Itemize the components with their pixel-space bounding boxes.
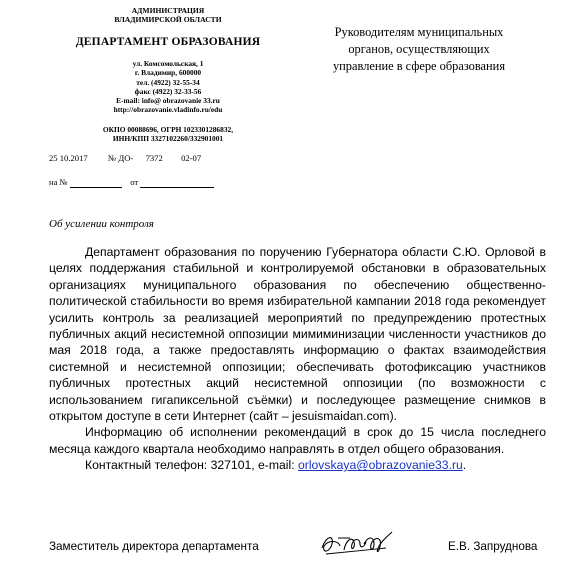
subject-line: Об усилении контроля (49, 218, 154, 230)
recipient-block (300, 24, 538, 75)
signature-scribble (316, 526, 398, 560)
department-name: ДЕПАРТАМЕНТ ОБРАЗОВАНИЯ (75, 36, 261, 48)
admin-line: АДМИНИСТРАЦИЯ (131, 6, 205, 15)
address-phone: тел. (4922) 32-55-34 (136, 77, 200, 87)
incoming-reference (49, 177, 214, 188)
region-line: ВЛАДИМИРСКОЙ ОБЛАСТИ (114, 15, 222, 24)
address-website: http://obrazovanie.vladinfo.ru/edu (113, 105, 223, 115)
ot-label: от (130, 177, 139, 187)
address-fax: факс (4922) 32-33-56 (134, 86, 202, 96)
contact-line (49, 457, 546, 473)
ot-blank-line (140, 177, 214, 188)
na-label: на № (49, 177, 68, 187)
address-city: г. Владимир, 600000 (134, 68, 202, 78)
na-blank-line (70, 177, 122, 188)
department-codes (60, 125, 276, 144)
signatory-position: Заместитель директора департамента (49, 540, 259, 553)
contact-suffix: . (462, 458, 467, 473)
administration-title (90, 6, 246, 24)
inn-kpp: ИНН/КПП 3327102260/332901001 (112, 134, 224, 144)
recipient-line: управление в сфере образования (332, 59, 506, 73)
letter-number: 7372 (145, 153, 163, 163)
okpo-ogrn: ОКПО 00088696, ОГРН 1023301286832, (102, 125, 234, 134)
contact-email-link[interactable]: orlovskaya@obrazovanie33.ru (297, 458, 463, 473)
address-email: E-mail: info@ obrazovanie 33.ru (116, 96, 220, 106)
letter-date: 25 10.2017 (49, 153, 88, 163)
recipient-line: органов, осуществляющих (348, 42, 490, 56)
handwritten-signature (316, 526, 398, 560)
address-street: ул. Комсомольская, 1 (132, 59, 204, 68)
body-paragraph-1: Департамент образования по поручению Губернатора области С.Ю. Орловой в целях поддержания стабильной и контролируемой обстановки в образовательных организациях муниципального образования по обеспечению общественно-политической стабильности во время избирательной кампании 2018 года рекомендует усилить контроль за реализацией мероприятий по предупреждению протестных публичных акций несистемной оппозиции мимиминизации численности участников до мая 2018 года, а также предоставлять информацию о фактах взаимодействия системной и несистемной оппозиции; обеспечивать фотофиксацию участников публичных протестных акций несистемной оппозиции (по возможности с использованием гигапиксельной съёмки) и последующее размещение снимков в открытом доступе в сети Интернет (сайт – jesuismaidan.com). (49, 245, 546, 424)
letter-body (49, 244, 546, 474)
recipient-line: Руководителям муниципальных (334, 25, 504, 39)
signatory-name: Е.В. Запруднова (448, 540, 538, 553)
number-suffix: 02-07 (181, 153, 202, 163)
number-prefix: № ДО- (107, 153, 134, 163)
body-paragraph-2: Информацию об исполнении рекомендаций в срок до 15 числа последнего месяца каждого квартала необходимо направлять в отдел общего образования. (49, 425, 546, 456)
outgoing-reference (49, 153, 201, 163)
department-address (70, 59, 266, 115)
contact-prefix: Контактный телефон: 327101, e-mail: (85, 458, 298, 473)
